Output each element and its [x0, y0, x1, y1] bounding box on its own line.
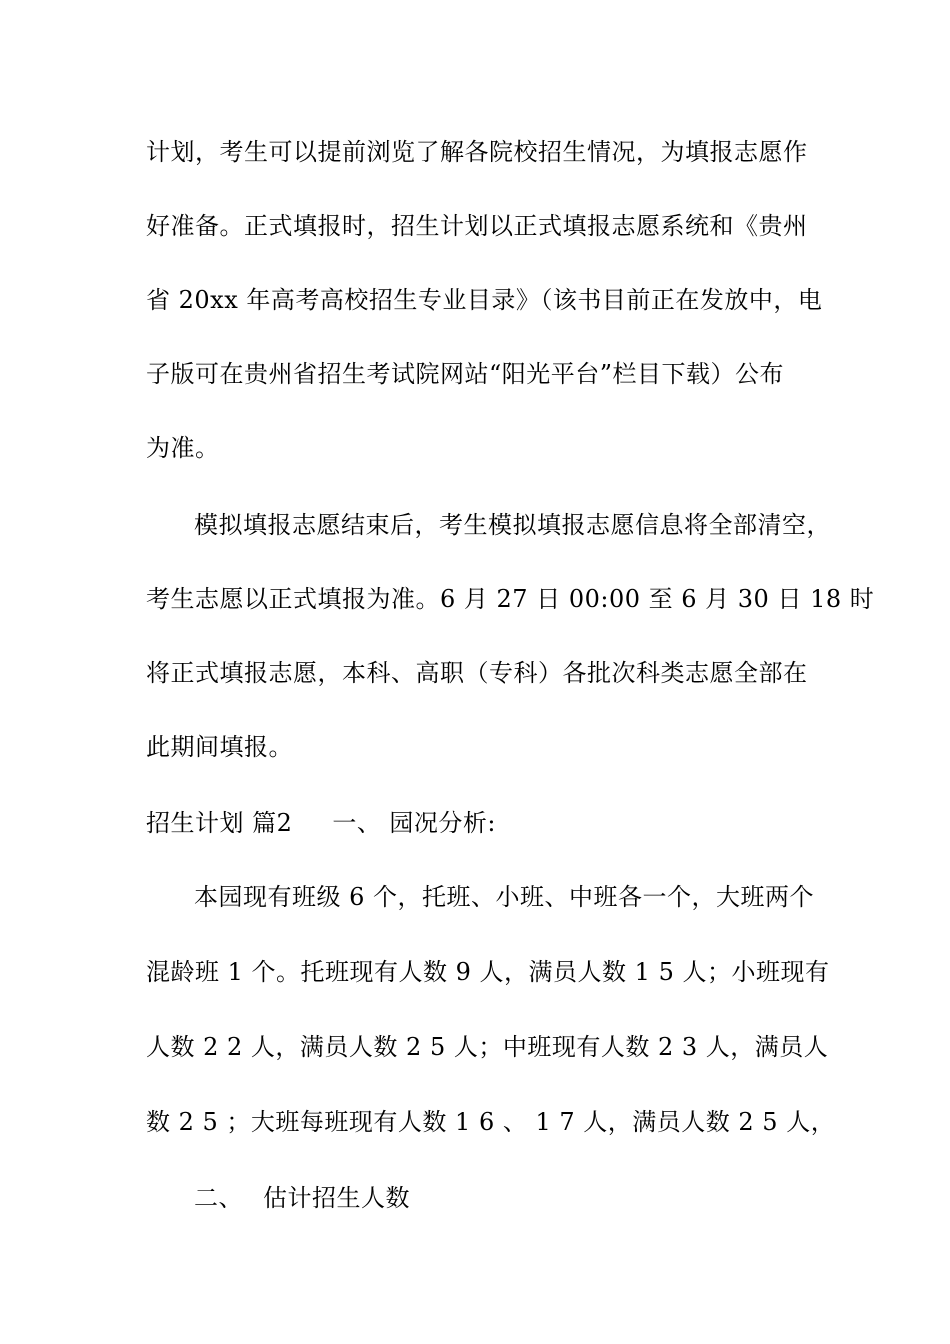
- paragraph-3-line-3: 人数 2 2 人，满员人数 2 5 人；中班现有人数 2 3 人，满员人: [146, 1033, 829, 1061]
- subheading: [194, 1183, 410, 1213]
- subheading-number: 二、: [194, 1184, 243, 1212]
- section-heading: [146, 808, 496, 838]
- paragraph-1-line-5: 为准。: [146, 434, 220, 462]
- section-title: 招生计划 篇2: [146, 809, 293, 837]
- subheading-title: 估计招生人数: [263, 1184, 410, 1212]
- paragraph-3-line-4: 数 2 5 ；大班每班现有人数 1 6 、 1 7 人，满员人数 2 5 人，: [146, 1108, 836, 1136]
- paragraph-1-line-4: 子版可在贵州省招生考试院网站“阳光平台”栏目下载）公布: [146, 360, 785, 388]
- paragraph-2-line-3: 将正式填报志愿，本科、高职（专科）各批次科类志愿全部在: [146, 659, 808, 687]
- paragraph-2-line-2: 考生志愿以正式填报为准。6 月 27 日 00:00 至 6 月 30 日 18 时: [146, 585, 875, 613]
- section-item-title: 园况分析:: [389, 809, 496, 837]
- section-item-number: 一、: [332, 809, 382, 837]
- paragraph-1-line-3: 省 20xx 年高考高校招生专业目录》（该书目前正在发放中，电: [146, 286, 823, 314]
- paragraph-2-line-1: 模拟填报志愿结束后，考生模拟填报志愿信息将全部清空，: [194, 511, 831, 539]
- paragraph-3-line-2: 混龄班 1 个。托班现有人数 9 人，满员人数 1 5 人；小班现有: [146, 958, 830, 986]
- paragraph-1-line-1: 计划，考生可以提前浏览了解各院校招生情况，为填报志愿作: [146, 138, 808, 166]
- paragraph-3-line-1: 本园现有班级 6 个，托班、小班、中班各一个，大班两个: [194, 883, 815, 911]
- paragraph-2-line-4: 此期间填报。: [146, 733, 293, 761]
- paragraph-1-line-2: 好准备。正式填报时，招生计划以正式填报志愿系统和《贵州: [146, 212, 808, 240]
